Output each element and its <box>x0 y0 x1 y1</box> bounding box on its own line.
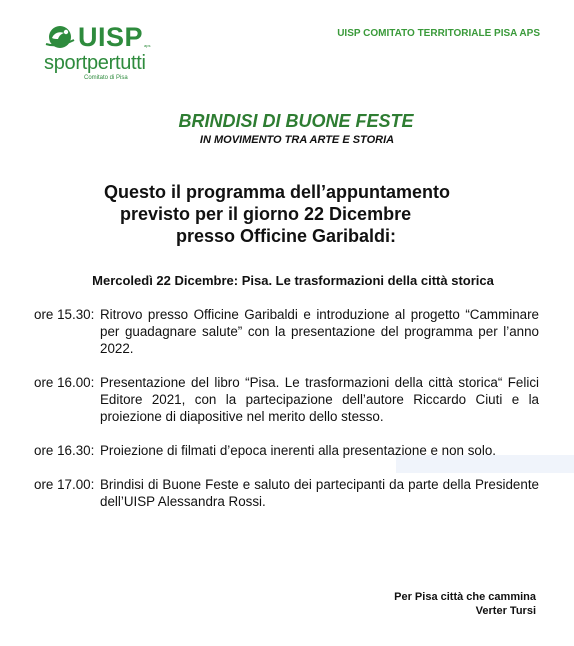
intro-line-3: presso Officine Garibaldi: <box>176 226 397 246</box>
schedule-text: Brindisi di Buone Feste e saluto dei partecipanti da parte della Presidente dell’UISP Alessandra Rossi. <box>100 477 539 509</box>
schedule-time: ore 16.00: <box>34 375 95 390</box>
logo-comitato: Comitato di Pisa <box>84 75 128 81</box>
intro-line-2: previsto per il giorno 22 Dicembre <box>120 204 412 224</box>
event-title: BRINDISI DI BUONE FESTE <box>178 111 414 131</box>
signature-line-1: Per Pisa città che cammina <box>394 591 536 603</box>
schedule-item <box>34 442 539 459</box>
date-heading: Mercoledì 22 Dicembre: Pisa. Le trasformazioni della città storica <box>92 273 494 288</box>
signature-name: Verter Tursi <box>475 605 536 617</box>
schedule-time: ore 17.00: <box>34 477 95 492</box>
logo-aps-text: aps <box>144 43 151 48</box>
schedule-list <box>34 306 539 527</box>
organization-name: UISP COMITATO TERRITORIALE PISA APS <box>337 28 540 39</box>
logo-tagline: sportpertutti <box>44 52 146 74</box>
schedule-time: ore 15.30: <box>34 307 95 322</box>
signature-block <box>394 590 536 618</box>
schedule-item <box>34 476 539 510</box>
schedule-text: Ritrovo presso Officine Garibaldi e introduzione al progetto “Camminare per guadagnare salute” con la presentazione del programma per l’anno 2022. <box>100 307 539 356</box>
intro-line-1: Questo il programma dell’appuntamento <box>104 182 451 202</box>
schedule-text: Presentazione del libro “Pisa. Le trasformazioni della città storica“ Felici Editore 2021, con la partecipazione dell’autore Riccardo Ciuti e la proiezione di diapositive nel merito dello stesso. <box>100 375 539 424</box>
schedule-text: Proiezione di filmati d’epoca inerenti alla presentazione e non solo. <box>100 443 497 458</box>
logo-uisp-text: UISP <box>78 22 144 52</box>
schedule-item <box>34 374 539 425</box>
uisp-logo <box>44 24 164 94</box>
event-subtitle: IN MOVIMENTO TRA ARTE E STORIA <box>199 134 395 146</box>
schedule-item <box>34 306 539 357</box>
uisp-runner-icon <box>44 24 76 50</box>
schedule-time: ore 16.30: <box>34 443 95 458</box>
